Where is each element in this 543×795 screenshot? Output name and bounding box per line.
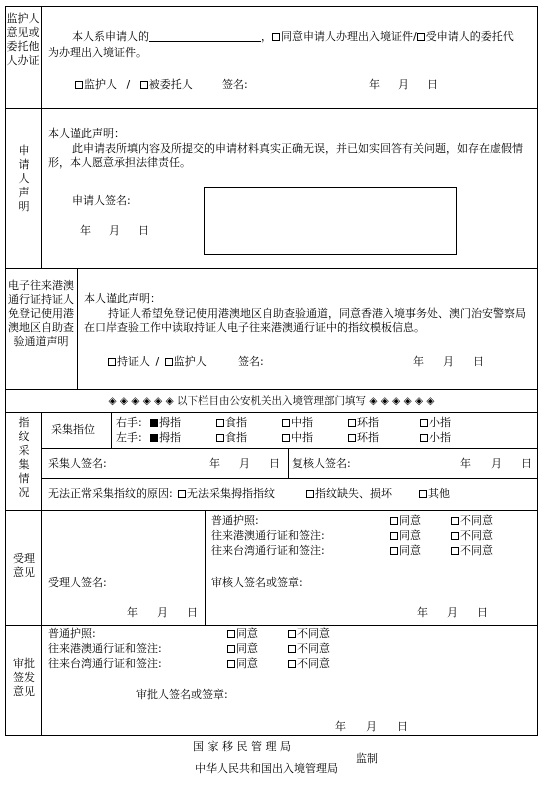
disagree-checkbox[interactable] — [451, 517, 459, 525]
relationship-field[interactable] — [149, 31, 261, 42]
statement-heading: 本人谨此声明： — [48, 127, 125, 140]
date-year: 年 — [369, 78, 380, 91]
signature-label: 申请人签名: — [72, 194, 131, 207]
date-year: 年 — [209, 457, 220, 470]
date-month: 月 — [443, 355, 454, 368]
left-hand-label: 左手: — [116, 431, 142, 444]
left-ring-checkbox[interactable] — [348, 434, 356, 442]
date-year: 年 — [80, 224, 91, 237]
date-month: 月 — [157, 606, 168, 619]
agree-checkbox[interactable] — [390, 547, 398, 555]
guardian-checkbox[interactable] — [75, 81, 83, 89]
agree-checkbox[interactable] — [272, 33, 280, 41]
signature-label: 签名: — [222, 78, 248, 91]
date-day: 日 — [138, 224, 149, 237]
entrust-checkbox[interactable] — [417, 33, 425, 41]
opinion-item: 普通护照: — [211, 514, 259, 527]
right-little-checkbox[interactable] — [420, 419, 428, 427]
date-month: 月 — [398, 78, 409, 91]
divider-line — [111, 412, 112, 448]
opinion-item: 普通护照: — [48, 627, 96, 640]
approver-signature-label: 审批人签名或签章: — [136, 688, 228, 701]
opinion-item: 往来台湾通行证和签注: — [211, 544, 325, 557]
date-day: 日 — [427, 78, 438, 91]
right-hand-label: 右手: — [116, 416, 142, 429]
date-year: 年 — [417, 606, 428, 619]
date-year: 年 — [460, 457, 471, 470]
date-day: 日 — [187, 606, 198, 619]
finger-missing-checkbox[interactable] — [306, 490, 314, 498]
agree-checkbox[interactable] — [390, 517, 398, 525]
left-middle-checkbox[interactable] — [282, 434, 290, 442]
collector-signature-label: 采集人签名: — [48, 457, 107, 470]
divider-line — [77, 268, 78, 389]
date-month: 月 — [447, 606, 458, 619]
divider-line — [5, 268, 538, 269]
divider-line — [5, 389, 538, 390]
right-middle-checkbox[interactable] — [282, 419, 290, 427]
opinion-item: 往来港澳通行证和签注: — [211, 529, 325, 542]
self-service-section-label: 电子往来港澳通行证持证人免登记使用港澳地区自助查验通道声明 — [8, 279, 74, 348]
date-month: 月 — [366, 720, 377, 733]
divider-line — [5, 625, 538, 626]
approval-section-label: 审批签发意见 — [13, 657, 35, 698]
date-day: 日 — [269, 457, 280, 470]
statement-text: 为办理出入境证件。 — [48, 46, 147, 59]
footer-agency: 国 家 移 民 管 理 局 — [193, 740, 291, 753]
entrusted-checkbox[interactable] — [140, 81, 148, 89]
holder-checkbox[interactable] — [108, 358, 116, 366]
divider-line — [41, 478, 538, 479]
applicant-section-label: 申请人声明 — [18, 144, 30, 213]
date-day: 日 — [477, 606, 488, 619]
opinion-item: 往来港澳通行证和签注: — [48, 642, 162, 655]
agree-checkbox[interactable] — [227, 645, 235, 653]
finger-position-label: 采集指位 — [51, 423, 95, 436]
left-index-checkbox[interactable] — [216, 434, 224, 442]
statement-heading: 本人谨此声明： — [84, 292, 161, 305]
acceptance-section-label: 受理意见 — [13, 552, 35, 579]
date-day: 日 — [473, 355, 484, 368]
divider-line — [288, 448, 289, 478]
left-little-checkbox[interactable] — [420, 434, 428, 442]
opinion-item: 往来台湾通行证和签注: — [48, 657, 162, 670]
agree-checkbox[interactable] — [227, 630, 235, 638]
divider-line — [41, 6, 42, 268]
divider-line — [5, 510, 538, 511]
guardian-section-label: 监护人意见或委托他人办证 — [6, 12, 40, 67]
divider-line — [5, 412, 538, 413]
statement-text: 此申请表所填内容及所提交的申请材料真实正确无误，并已如实回答有关问题，如存在虚假情形，本人愿意承担法律责任。 — [48, 142, 523, 169]
agree-checkbox[interactable] — [390, 532, 398, 540]
disagree-checkbox[interactable] — [288, 630, 296, 638]
divider-line — [41, 448, 538, 449]
guardian-checkbox[interactable] — [165, 358, 173, 366]
disagree-checkbox[interactable] — [451, 532, 459, 540]
signature-box[interactable] — [204, 187, 457, 255]
reviewer-signature-label: 复核人签名: — [292, 457, 351, 470]
footer-supervise: 监制 — [356, 752, 378, 765]
auditor-signature-label: 审核人签名或签章: — [211, 576, 303, 589]
divider-line — [41, 412, 42, 736]
footer-bureau: 中华人民共和国出入境管理局 — [195, 762, 338, 775]
left-thumb-checkbox[interactable] — [150, 434, 158, 442]
other-checkbox[interactable] — [419, 490, 427, 498]
reason-label: 无法正常采集指纹的原因: — [48, 487, 173, 500]
handler-signature-label: 受理人签名: — [48, 576, 107, 589]
disagree-checkbox[interactable] — [288, 660, 296, 668]
date-month: 月 — [491, 457, 502, 470]
right-thumb-checkbox[interactable] — [150, 419, 158, 427]
right-ring-checkbox[interactable] — [348, 419, 356, 427]
date-month: 月 — [239, 457, 250, 470]
date-day: 日 — [521, 457, 532, 470]
fingerprint-section-label: 指纹采集情况 — [18, 416, 30, 499]
statement-text: 持证人希望免登记使用港澳地区自助查验通道，同意香港入境事务处、澳门治安警察局在口岸查验工作中读取持证人电子往来港澳通行证中的指纹模板信息。 — [84, 307, 526, 334]
date-month: 月 — [109, 224, 120, 237]
official-use-banner: ◈ ◈ ◈ ◈ ◈ ◈ 以下栏目由公安机关出入境管理部门填写 ◈ ◈ ◈ ◈ ◈ ◈ — [108, 395, 435, 407]
divider-line — [205, 510, 206, 625]
date-year: 年 — [335, 720, 346, 733]
statement-text: 本人系申请人的 — [72, 30, 149, 43]
no-thumb-checkbox[interactable] — [178, 490, 186, 498]
date-year: 年 — [413, 355, 424, 368]
date-year: 年 — [127, 606, 138, 619]
disagree-checkbox[interactable] — [451, 547, 459, 555]
date-day: 日 — [397, 720, 408, 733]
divider-line — [5, 108, 538, 109]
agree-checkbox[interactable] — [227, 660, 235, 668]
right-index-checkbox[interactable] — [216, 419, 224, 427]
signature-label: 签名: — [238, 355, 264, 368]
disagree-checkbox[interactable] — [288, 645, 296, 653]
